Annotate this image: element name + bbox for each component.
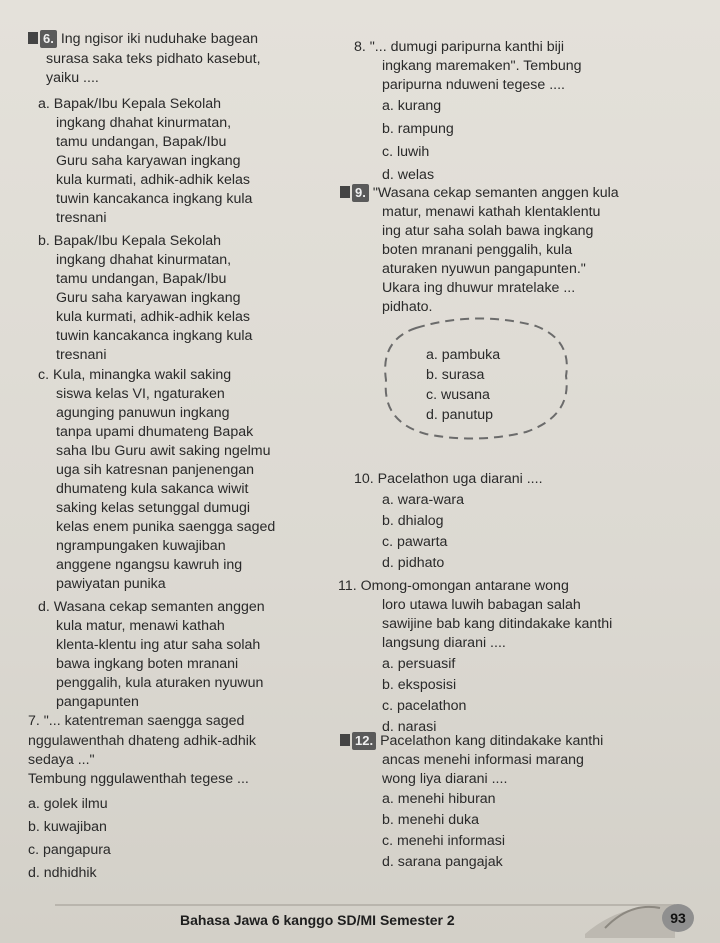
q11-stem-line-1: 11. Omong-omongan antarane wong <box>338 578 569 594</box>
q6-stem-line-3: yaiku .... <box>46 70 99 86</box>
q6-option-c-line: ngrampungaken kuwajiban <box>56 538 226 554</box>
page-number: 93 <box>662 904 694 932</box>
q10-option-b: b. dhialog <box>382 513 444 529</box>
q6-option-b-line: ingkang dhahat kinurmatan, <box>56 252 232 268</box>
q11-stem-line-2: loro utawa luwih babagan salah <box>382 597 581 613</box>
q6-option-d-line: pangapunten <box>56 694 139 710</box>
q6-option-a-line: tuwin kancakanca ingkang kula <box>56 191 253 207</box>
q9-stem-line-6: Ukara ing dhuwur mratelake ... <box>382 280 576 296</box>
q7-option-c: c. pangapura <box>28 842 111 858</box>
q11-option-b: b. eksposisi <box>382 677 457 693</box>
q8-option-b: b. rampung <box>382 121 454 137</box>
q9-option-b: b. surasa <box>426 367 485 383</box>
q8-option-a: a. kurang <box>382 98 442 114</box>
q6-stem-line-1: 6. Ing ngisor iki nuduhake bagean <box>28 30 258 48</box>
q9-stem-line-2: matur, menawi kathah klentaklentu <box>382 204 601 220</box>
q6-option-a-line: ingkang dhahat kinurmatan, <box>56 115 232 131</box>
q9-stem-line-7: pidhato. <box>382 299 433 315</box>
q7-option-b: b. kuwajiban <box>28 819 107 835</box>
q8-option-d: d. welas <box>382 167 435 183</box>
q6-option-d-line: bawa ingkang boten mranani <box>56 656 239 672</box>
q12-option-d: d. sarana pangajak <box>382 854 503 870</box>
q7-stem-line-1: 7. "... katentreman saengga saged <box>28 713 245 729</box>
q6-option-a-line: tresnani <box>56 210 107 226</box>
q6-option-d-line: klenta-klentu ing atur saha solah <box>56 637 261 653</box>
q12-option-b: b. menehi duka <box>382 812 480 828</box>
q9-stem-line-3: ing atur saha solah bawa ingkang <box>382 223 594 239</box>
q9-stem-line-4: boten mranani penggalih, kula <box>382 242 573 258</box>
q6-option-a: a. Bapak/Ibu Kepala Sekolah <box>38 96 221 112</box>
q9-option-a: a. pambuka <box>426 347 501 363</box>
q6-option-d-line: kula matur, menawi kathah <box>56 618 225 634</box>
q10-stem: 10. Pacelathon uga diarani .... <box>354 471 543 487</box>
q12-number: 12. <box>352 732 376 750</box>
q6-option-c-line: tanpa upami dhumateng Bapak <box>56 424 254 440</box>
q6-option-a-line: tamu undangan, Bapak/Ibu <box>56 134 227 150</box>
q6-option-c-line: saha Ibu Guru awit saking ngelmu <box>56 443 271 459</box>
q8-stem-line-2: ingkang maremaken". Tembung <box>382 58 582 74</box>
q6-option-b-line: Guru saha karyawan ingkang <box>56 290 241 306</box>
q12-option-a: a. menehi hiburan <box>382 791 496 807</box>
q12-stem-line-1: 12. Pacelathon kang ditindakake kanthi <box>340 732 603 750</box>
q9-stem-line-1: 9. "Wasana cekap semanten anggen kula <box>340 184 619 202</box>
q12-stem-line-2: ancas menehi informasi marang <box>382 752 584 768</box>
q6-option-c-line: anggene ngangsu kawruh ing <box>56 557 243 573</box>
q6-option-a-line: kula kurmati, adhik-adhik kelas <box>56 172 250 188</box>
question-marker-icon <box>340 186 350 198</box>
q6-option-c-line: kelas enem punika saengga saged <box>56 519 276 535</box>
q7-option-a: a. golek ilmu <box>28 796 108 812</box>
q12-stem-line-3: wong liya diarani .... <box>382 771 508 787</box>
q9-stem-line-5: aturaken nyuwun pangapunten." <box>382 261 586 277</box>
q6-number: 6. <box>40 30 57 48</box>
q6-option-c-line: agunging panuwun ingkang <box>56 405 230 421</box>
page-footer <box>0 892 720 943</box>
q6-option-b-line: kula kurmati, adhik-adhik kelas <box>56 309 250 325</box>
q11-option-a: a. persuasif <box>382 656 456 672</box>
q10-option-c: c. pawarta <box>382 534 448 550</box>
q6-option-b: b. Bapak/Ibu Kepala Sekolah <box>38 233 221 249</box>
q6-option-b-line: tuwin kancakanca ingkang kula <box>56 328 253 344</box>
q7-stem-line-4: Tembung nggulawenthah tegese ... <box>28 771 249 787</box>
q9-option-c: c. wusana <box>426 387 490 403</box>
q6-option-c-line: dhumateng kula sakanca wiwit <box>56 481 249 497</box>
q6-option-c-line: siswa kelas VI, ngaturaken <box>56 386 225 402</box>
q6-option-d-line: penggalih, kula aturaken nyuwun <box>56 675 264 691</box>
q11-stem-line-3: sawijine bab kang ditindakake kanthi <box>382 616 613 632</box>
q6-option-c-line: pawiyatan punika <box>56 576 166 592</box>
q6-option-b-line: tresnani <box>56 347 107 363</box>
q6-stem-line-2: surasa saka teks pidhato kasebut, <box>46 51 261 67</box>
q11-option-c: c. pacelathon <box>382 698 467 714</box>
q6-option-c: c. Kula, minangka wakil saking <box>38 367 232 383</box>
q6-option-a-line: Guru saha karyawan ingkang <box>56 153 241 169</box>
footer-title: Bahasa Jawa 6 kanggo SD/MI Semester 2 <box>180 912 455 928</box>
q6-option-d: d. Wasana cekap semanten anggen <box>38 599 265 615</box>
question-marker-icon <box>28 32 38 44</box>
q8-stem-line-3: paripurna nduweni tegese .... <box>382 77 565 93</box>
q8-stem-line-1: 8. "... dumugi paripurna kanthi biji <box>354 39 565 55</box>
q9-number: 9. <box>352 184 369 202</box>
q12-option-c: c. menehi informasi <box>382 833 506 849</box>
q11-stem-line-4: langsung diarani .... <box>382 635 506 651</box>
q7-stem-line-2: nggulawenthah dhateng adhik-adhik <box>28 733 256 749</box>
q9-options-bubble <box>376 310 576 442</box>
q6-option-b-line: tamu undangan, Bapak/Ibu <box>56 271 227 287</box>
question-marker-icon <box>340 734 350 746</box>
q6-option-c-line: uga sih katresnan panjenengan <box>56 462 254 478</box>
q10-option-d: d. pidhato <box>382 555 445 571</box>
q7-option-d: d. ndhidhik <box>28 865 97 881</box>
q7-stem-line-3: sedaya ..." <box>28 752 95 768</box>
q9-option-d: d. panutup <box>426 407 494 423</box>
q11-option-d: d. narasi <box>382 719 437 735</box>
q8-option-c: c. luwih <box>382 144 430 160</box>
q6-option-c-line: saking kelas setunggal dumugi <box>56 500 251 516</box>
q10-option-a: a. wara-wara <box>382 492 465 508</box>
